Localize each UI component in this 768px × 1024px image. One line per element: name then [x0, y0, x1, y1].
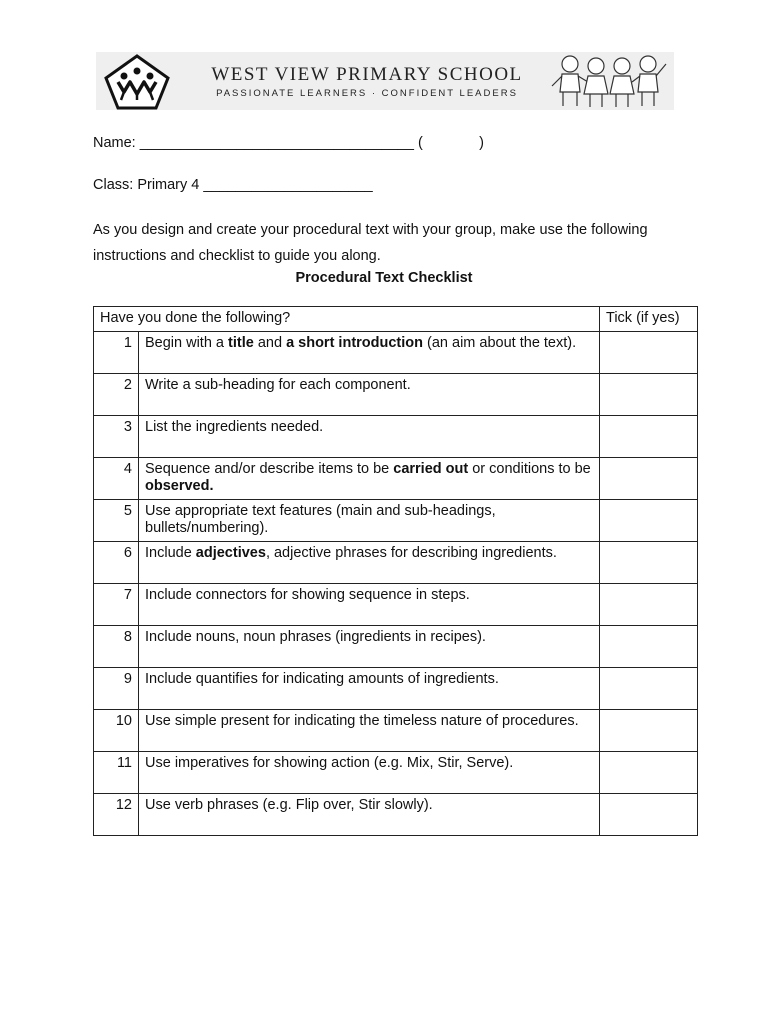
checklist-row — [94, 458, 698, 500]
school-logo — [104, 54, 170, 110]
tick-box[interactable] — [600, 332, 698, 374]
row-number: 12 — [94, 794, 139, 836]
task-text: Use verb phrases (e.g. Flip over, Stir slowly). — [145, 797, 433, 813]
checklist-row — [94, 500, 698, 542]
checklist-row — [94, 710, 698, 752]
tick-box[interactable] — [600, 584, 698, 626]
task-text: , adjective phrases for describing ingredients. — [265, 545, 557, 561]
tick-box[interactable] — [600, 794, 698, 836]
row-number: 2 — [94, 374, 139, 416]
task-text: Begin with a — [145, 335, 229, 351]
school-name: WEST VIEW PRIMARY SCHOOL — [211, 64, 523, 85]
tick-box[interactable] — [600, 542, 698, 584]
task-text: Include — [145, 545, 196, 561]
checklist-row — [94, 794, 698, 836]
row-number: 10 — [94, 710, 139, 752]
task-text: Write a sub-heading for each component. — [145, 377, 411, 393]
school-tagline: PASSIONATE LEARNERS · CONFIDENT LEADERS — [216, 88, 518, 99]
checklist-table — [93, 306, 698, 836]
checklist-row — [94, 626, 698, 668]
task-text: (an aim about the text). — [423, 335, 577, 351]
row-task-text — [139, 500, 600, 542]
checklist-row — [94, 668, 698, 710]
instructions-paragraph: As you design and create your procedural text with your group, make use the following instructions and checklist to guide you along. — [93, 222, 648, 264]
tick-box[interactable] — [600, 668, 698, 710]
tick-box[interactable] — [600, 500, 698, 542]
checklist-row — [94, 752, 698, 794]
task-text: Use imperatives for showing action (e.g. Mix, Stir, Serve). — [145, 755, 514, 771]
row-number: 4 — [94, 458, 139, 500]
task-emphasis: carried out — [393, 461, 469, 477]
checklist-title: Procedural Text Checklist — [295, 270, 473, 286]
task-column-header: Have you done the following? — [94, 307, 600, 332]
task-text: Use simple present for indicating the timeless nature of procedures. — [145, 713, 579, 729]
row-task-text — [139, 332, 600, 374]
task-text: Use appropriate text features (main and sub-headings, bullets/numbering). — [145, 503, 496, 536]
row-task-text — [139, 542, 600, 584]
row-task-text — [139, 794, 600, 836]
row-number: 8 — [94, 626, 139, 668]
row-task-text — [139, 584, 600, 626]
task-text: and — [253, 335, 287, 351]
row-number: 7 — [94, 584, 139, 626]
class-field-line[interactable]: Class: Primary 4 _____________________ — [93, 177, 373, 193]
checklist-row — [94, 584, 698, 626]
task-text: or conditions to be — [468, 461, 591, 477]
task-text: List the ingredients needed. — [145, 419, 324, 435]
task-text: Include nouns, noun phrases (ingredients in recipes). — [145, 629, 486, 645]
row-task-text — [139, 710, 600, 752]
row-task-text — [139, 668, 600, 710]
row-task-text — [139, 626, 600, 668]
tick-column-header: Tick (if yes) — [600, 307, 698, 332]
task-text: Sequence and/or describe items to be — [145, 461, 394, 477]
row-task-text — [139, 374, 600, 416]
name-field-line[interactable]: Name: __________________________________ ( ) — [93, 135, 485, 151]
checklist-row — [94, 374, 698, 416]
children-illustration-icon — [548, 52, 670, 110]
tick-box[interactable] — [600, 626, 698, 668]
task-text: Include connectors for showing sequence in steps. — [145, 587, 470, 603]
row-number: 9 — [94, 668, 139, 710]
task-text: Include quantifies for indicating amounts of ingredients. — [145, 671, 499, 687]
row-number: 5 — [94, 500, 139, 542]
tick-box[interactable] — [600, 752, 698, 794]
checklist-row — [94, 542, 698, 584]
task-emphasis: adjectives — [195, 545, 266, 561]
checklist-row — [94, 332, 698, 374]
checklist-row — [94, 416, 698, 458]
row-task-text — [139, 458, 600, 500]
tick-box[interactable] — [600, 416, 698, 458]
row-number: 6 — [94, 542, 139, 584]
checklist-header-row — [94, 307, 698, 332]
row-task-text — [139, 752, 600, 794]
task-emphasis: observed. — [145, 478, 214, 494]
tick-box[interactable] — [600, 458, 698, 500]
row-number: 11 — [94, 752, 139, 794]
task-emphasis: title — [228, 335, 254, 351]
task-emphasis: a short introduction — [286, 335, 423, 351]
school-banner — [96, 52, 674, 110]
row-number: 1 — [94, 332, 139, 374]
row-number: 3 — [94, 416, 139, 458]
row-task-text — [139, 416, 600, 458]
tick-box[interactable] — [600, 374, 698, 416]
tick-box[interactable] — [600, 710, 698, 752]
